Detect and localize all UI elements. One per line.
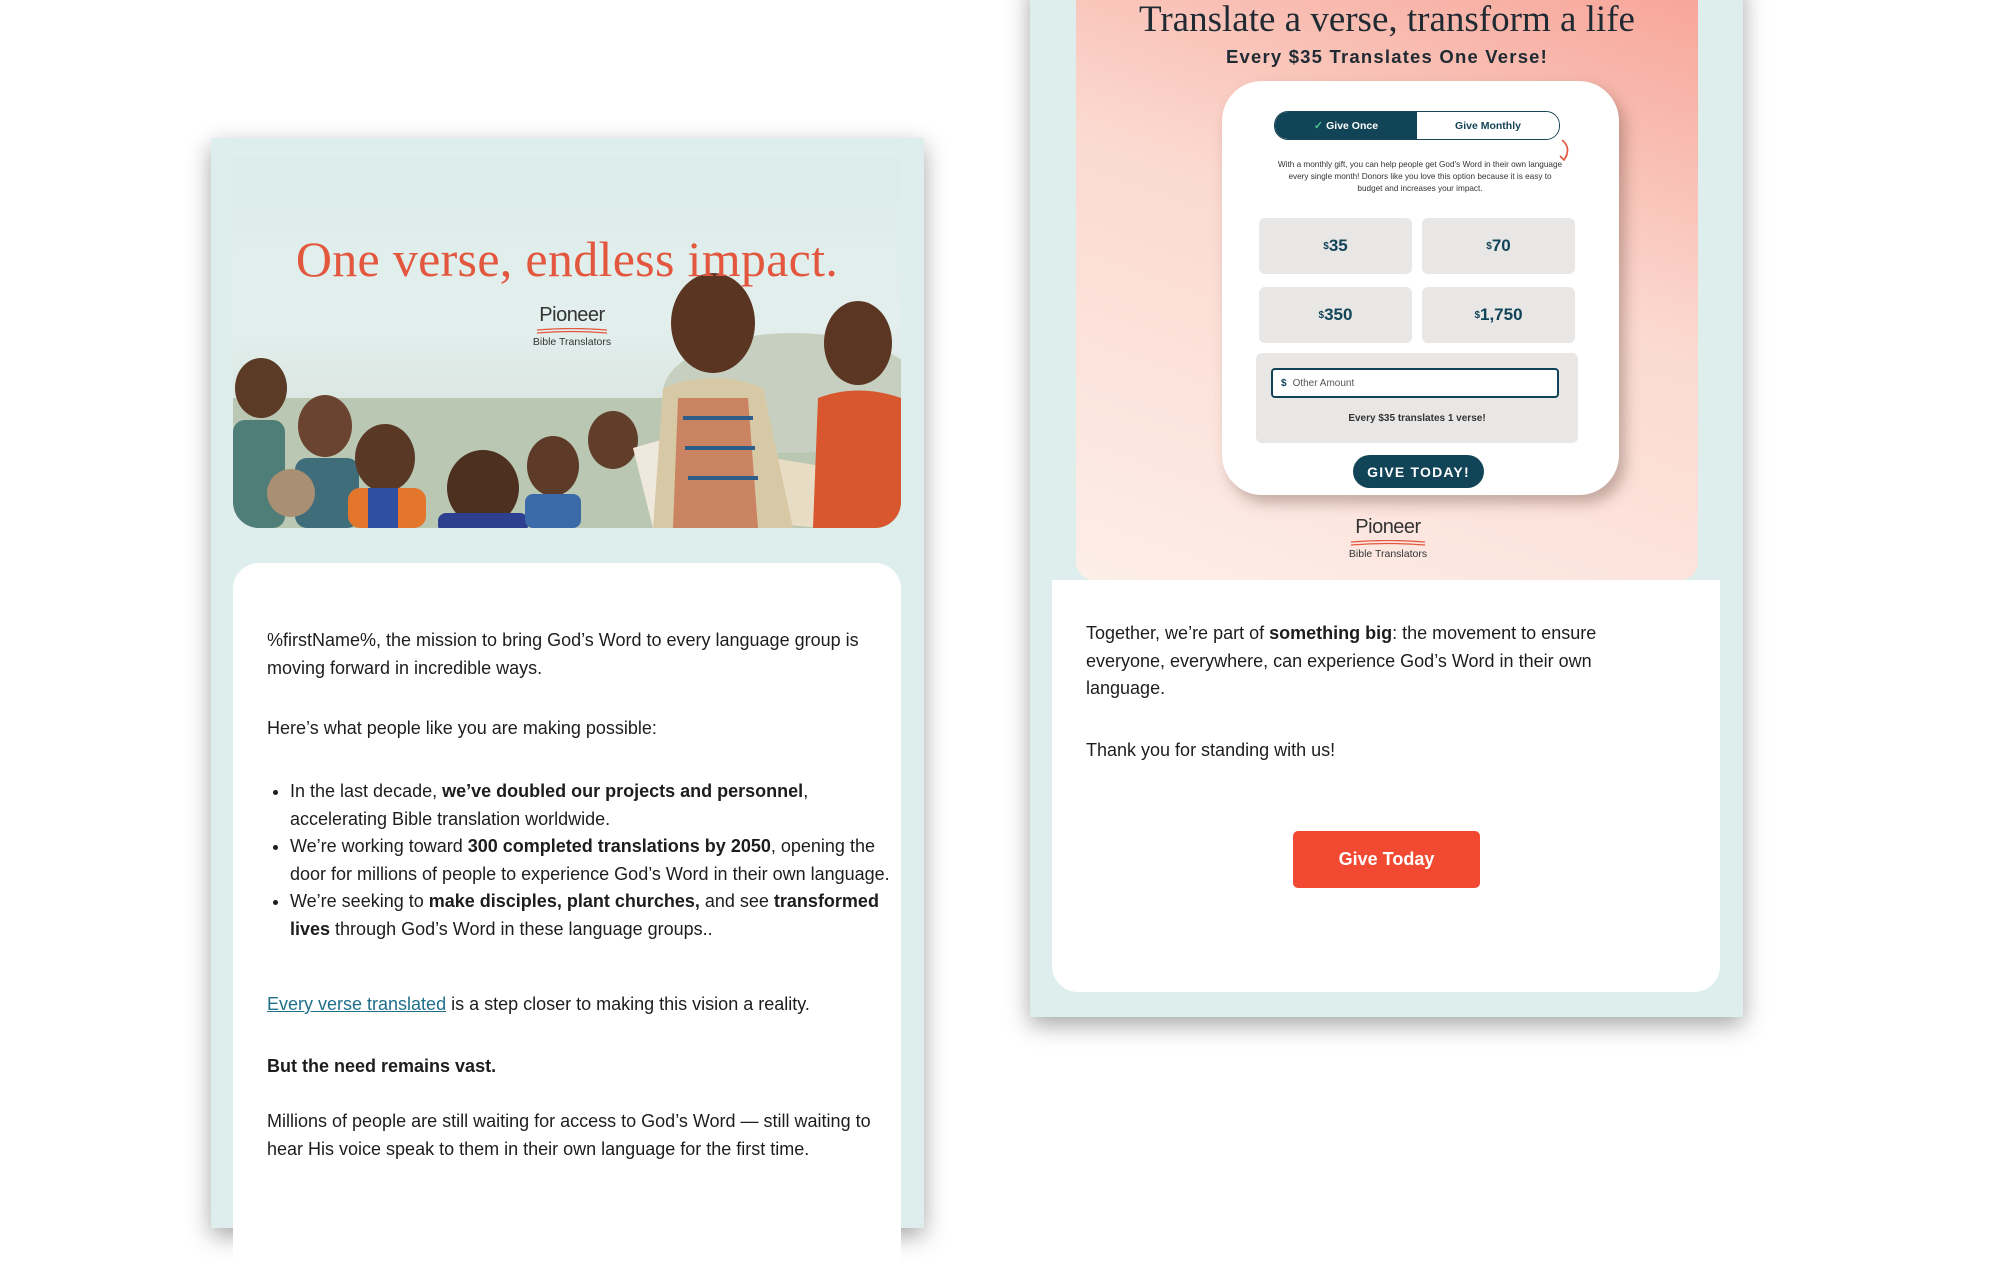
together-text: : the movement to ensure everyone, everywhere, can experience God’s Word in their own language. [1086, 623, 1597, 698]
amount-value: 35 [1328, 236, 1348, 255]
give-today-button[interactable]: Give Today [1293, 831, 1480, 888]
email-body-card [1052, 580, 1720, 992]
hero-title: One verse, endless impact. [295, 231, 839, 287]
list-item-text: and see [699, 891, 774, 911]
other-amount-placeholder: Other Amount [1292, 377, 1355, 389]
currency-symbol: $ [1318, 309, 1325, 321]
pioneer-logo [527, 304, 617, 348]
list-item-text: , accelerating Bible translation worldwide. [290, 781, 809, 829]
list-item-highlight: make disciples, plant churches, [428, 891, 700, 911]
logo-lines-icon [535, 328, 609, 334]
amount-value: 70 [1491, 236, 1511, 255]
banner-subtitle: Every $35 Translates One Verse! [1225, 46, 1549, 67]
other-amount-panel [1256, 353, 1578, 443]
logo-wordmark: Pioneer [1355, 516, 1421, 538]
give-monthly-option[interactable]: Give Monthly [1417, 112, 1559, 139]
amount-350-button[interactable] [1259, 287, 1412, 343]
amount-1750-button[interactable] [1422, 287, 1575, 343]
intro-paragraph: Here’s what people like you are making possible: [267, 718, 657, 738]
monthly-note: With a monthly gift, you can help people get God’s Word in their own language every single month! Donors like you love this option because it is easy to budget and increases your impact. [1277, 160, 1563, 193]
list-item-highlight: transformed lives [290, 891, 879, 939]
vision-paragraph [267, 991, 872, 1019]
amount-70-button[interactable] [1422, 218, 1575, 274]
currency-symbol: $ [1486, 240, 1492, 252]
donation-widget [1222, 81, 1619, 495]
other-amount-input[interactable] [1271, 368, 1559, 398]
amount-value: 350 [1324, 305, 1353, 324]
give-once-label: Give Once [1326, 119, 1379, 132]
hero-banner [233, 158, 901, 528]
together-highlight: something big [1269, 623, 1393, 643]
list-item-text: We’re working toward [290, 836, 468, 856]
logo-wordmark: Pioneer [539, 304, 605, 326]
together-text: Together, we’re part of [1086, 623, 1270, 643]
together-paragraph [1086, 620, 1646, 703]
email-body-card [233, 563, 901, 1263]
currency-symbol: $ [1323, 240, 1329, 252]
list-item-text: , opening the door for millions of people to experience God’s Word in their own language. [290, 836, 890, 884]
thanks-paragraph: Thank you for standing with us! [1086, 740, 1336, 760]
list-item [290, 833, 890, 888]
email-preview-left [211, 138, 924, 1228]
logo-lines-icon [1349, 540, 1427, 546]
frequency-toggle [1274, 111, 1560, 140]
need-heading: But the need remains vast. [267, 1056, 497, 1076]
woman-figure [813, 301, 901, 528]
list-item-highlight: 300 completed translations by 2050 [467, 836, 771, 856]
give-once-option[interactable] [1275, 112, 1417, 139]
greeting-paragraph: %firstName%, the mission to bring God’s Word to every language group is moving forward in incredible ways. [267, 630, 859, 678]
verse-note: Every $35 translates 1 verse! [1348, 413, 1486, 424]
dollar-icon: $ [1281, 377, 1287, 389]
pioneer-logo [1338, 516, 1438, 560]
give-today-widget-button[interactable]: GIVE TODAY! [1353, 455, 1484, 488]
amount-35-button[interactable] [1259, 218, 1412, 274]
vision-text: is a step closer to making this vision a reality. [446, 994, 810, 1014]
list-item-text: In the last decade, [290, 781, 443, 801]
list-item-text: through God’s Word in these language groups.. [330, 918, 713, 939]
donation-banner [1076, 0, 1698, 580]
list-item [290, 888, 890, 943]
every-verse-link[interactable]: Every verse translated [267, 994, 447, 1014]
logo-subtitle: Bible Translators [1348, 548, 1428, 560]
amount-value: 1,750 [1480, 305, 1523, 324]
list-item-text: We’re seeking to [290, 891, 429, 911]
currency-symbol: $ [1474, 309, 1480, 321]
closing-paragraph: Millions of people are still waiting for access to God’s Word — still waiting to hear His voice speak to them in their own language for the first time. [267, 1111, 871, 1159]
logo-subtitle: Bible Translators [532, 336, 612, 348]
email-preview-right [1030, 0, 1743, 1017]
banner-title: Translate a verse, transform a life [1139, 0, 1635, 40]
list-item [290, 778, 890, 833]
list-item-highlight: we’ve doubled our projects and personnel [442, 781, 804, 801]
check-icon: ✓ [1313, 120, 1324, 132]
impact-list [267, 778, 890, 943]
